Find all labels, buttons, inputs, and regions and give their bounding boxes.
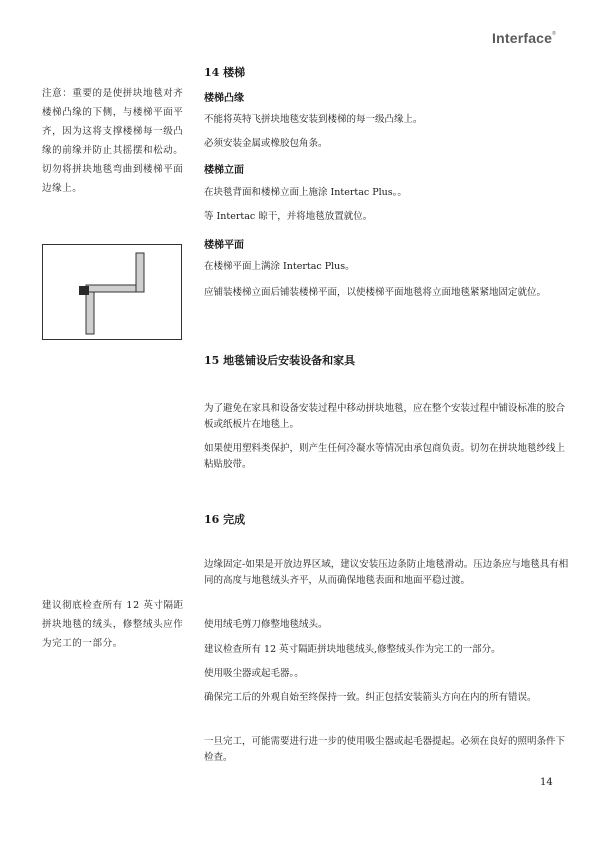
finish-side-note: 建议彻底检查所有 12 英寸隔距拼块地毯的绒头，修整绒头应作为完工的一部分。 bbox=[42, 600, 184, 649]
section14-title: 14 楼梯 bbox=[204, 66, 246, 79]
section16-paragraph-6: 一旦完工，可能需要进行进一步的使用吸尘器或起毛器提起。必须在良好的照明条件下检查。 bbox=[204, 736, 566, 763]
tread-heading: 楼梯平面 bbox=[204, 240, 244, 251]
riser-heading: 楼梯立面 bbox=[204, 165, 244, 176]
nosing-paragraph-1: 不能将英特飞拼块地毯安装到楼梯的每一级凸缘上。 bbox=[204, 114, 423, 125]
lower-riser bbox=[86, 292, 94, 334]
page-number: 14 bbox=[540, 777, 553, 788]
riser-paragraph-2: 等 Intertac 晾干，并将地毯放置就位。 bbox=[204, 211, 373, 222]
nosing-heading: 楼梯凸缘 bbox=[204, 93, 244, 104]
riser-paragraph-1: 在块毯背面和楼梯立面上施涂 Intertac Plus。。 bbox=[204, 187, 407, 198]
section15-paragraph-1: 为了避免在家具和设备安装过程中移动拼块地毯，应在整个安装过程中铺设标准的胶合板或纸板片在地毯上。 bbox=[204, 403, 566, 430]
nosing-trim bbox=[79, 286, 89, 295]
section15-title: 15 地毯铺设后安装设备和家具 bbox=[204, 354, 356, 367]
tread-paragraph-1: 在楼梯平面上满涂 Intertac Plus。 bbox=[204, 261, 355, 272]
interface-logo: Interface® bbox=[492, 30, 557, 46]
section16-paragraph-1: 边缘固定-如果是开放边界区域，建议安装压边条防止地毯滑动。压边条应与地毯具有相同的高度与地毯绒头齐平，从而确保地毯表面和地面平稳过渡。 bbox=[204, 559, 569, 586]
section16-paragraph-4: 使用吸尘器或起毛器。。 bbox=[204, 668, 304, 679]
section16-title: 16 完成 bbox=[204, 513, 246, 526]
section16-paragraph-2: 使用绒毛剪刀修整地毯绒头。 bbox=[204, 619, 328, 630]
tread bbox=[86, 285, 136, 292]
section16-paragraph-3: 建议检查所有 12 英寸隔距拼块地毯绒头,修整绒头作为完工的一部分。 bbox=[204, 644, 501, 655]
stair-diagram bbox=[42, 244, 182, 340]
section16-paragraph-5: 确保完工后的外观自始至终保持一致。纠正包括安装箭头方向在内的所有错误。 bbox=[204, 692, 537, 703]
stair-profile-illustration bbox=[43, 245, 181, 339]
stair-side-note: 注意：重要的是使拼块地毯对齐楼梯凸缘的下侧，与楼梯平面平齐，因为这将支撑楼梯每一级凸缘的前缘并防止其摇摆和松动。切勿将拼块地毯弯曲到楼梯平面边缘上。 bbox=[42, 88, 184, 194]
nosing-paragraph-2: 必须安装金属或橡胶包角条。 bbox=[204, 138, 328, 149]
tread-paragraph-2: 应铺装楼梯立面后铺装楼梯平面，以使楼梯平面地毯将立面地毯紧紧地固定就位。 bbox=[204, 287, 547, 298]
upper-riser bbox=[136, 253, 144, 292]
section15-paragraph-2: 如果使用塑料类保护，则产生任何冷凝水等情况由承包商负责。切勿在拼块地毯纱线上粘贴胶带。 bbox=[204, 443, 566, 470]
